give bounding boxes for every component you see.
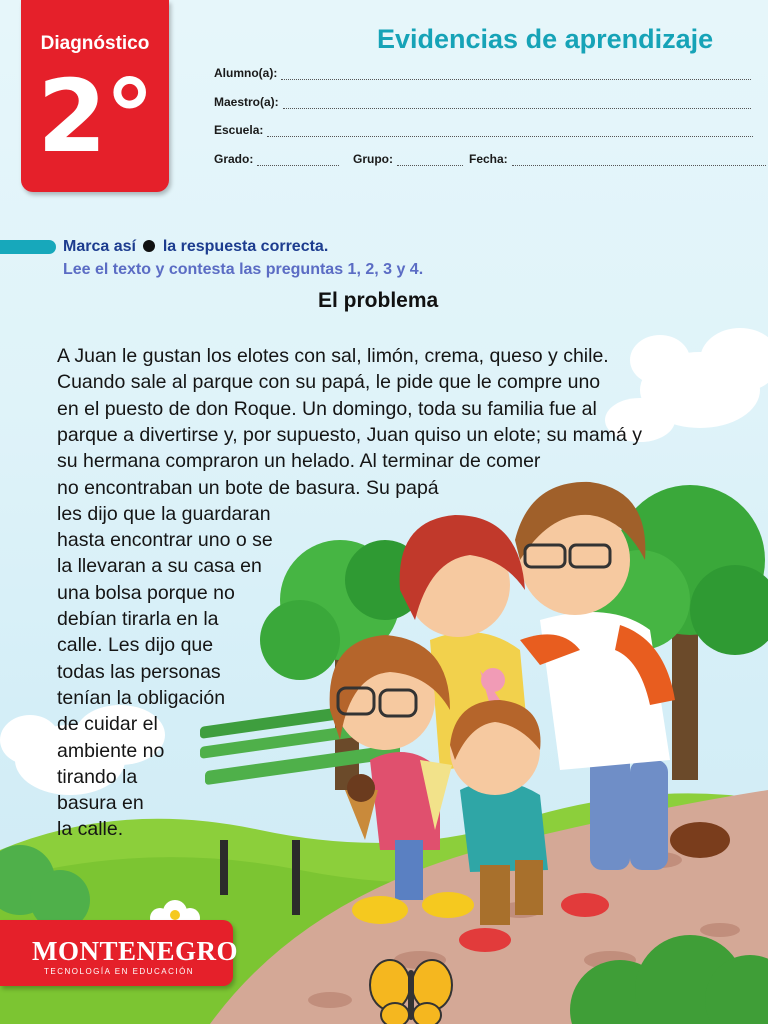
teacher-field[interactable]: [214, 95, 751, 109]
page-title: Evidencias de aprendizaje: [377, 24, 714, 54]
grade-field[interactable]: [214, 152, 339, 166]
story-line: la calle.: [57, 818, 124, 841]
teacher-line[interactable]: [283, 96, 751, 109]
instruction-read: Lee el texto y contesta las preguntas 1, 2, 3 y 4.: [63, 261, 424, 278]
filled-circle-icon: [143, 240, 155, 252]
grade-line[interactable]: [257, 153, 339, 166]
instruction-mark-suffix: la respuesta correcta.: [162, 238, 329, 255]
date-field[interactable]: [469, 152, 766, 166]
story-line: no encontraban un bote de basura. Su papá: [57, 476, 439, 499]
story-line: hasta encontrar uno o se: [57, 529, 273, 552]
story-line: Cuando sale al parque con su papá, le pide que le compre uno: [57, 371, 601, 394]
story-line: debían tirarla en la: [57, 608, 219, 630]
teacher-label: Maestro(a):: [214, 95, 279, 109]
story-line: en el puesto de don Roque. Un domingo, toda su familia fue al: [57, 397, 597, 420]
story-line: una bolsa porque no: [57, 581, 235, 604]
grade-badge: [21, 0, 169, 192]
story-line: ambiente no: [57, 739, 165, 762]
publisher-tagline: TECNOLOGÍA EN EDUCACIÓN: [44, 967, 195, 976]
story-line: basura en: [57, 792, 144, 815]
badge-label: Diagnóstico: [40, 33, 150, 54]
story-line: de cuidar el: [57, 713, 158, 736]
student-line[interactable]: [281, 67, 751, 80]
story-line: su hermana compraron un helado. Al terminar de comer: [57, 450, 541, 473]
school-label: Escuela:: [214, 123, 264, 137]
instruction-mark-prefix: Marca así: [63, 238, 136, 255]
story-line: calle. Les dijo que: [57, 634, 214, 657]
publisher-name: MONTENEGRO: [32, 936, 239, 966]
school-field[interactable]: [214, 123, 753, 137]
group-line[interactable]: [397, 153, 463, 166]
school-line[interactable]: [267, 124, 753, 137]
story-line: parque a divertirse y, por supuesto, Juan quiso un elote; su mamá y: [57, 423, 642, 446]
story-line: tirando la: [57, 765, 138, 788]
instruction-bar: [0, 240, 56, 254]
group-label: Grupo:: [353, 152, 393, 166]
student-label: Alumno(a):: [214, 66, 278, 80]
story-line: les dijo que la guardaran: [57, 502, 271, 525]
date-line[interactable]: [512, 153, 766, 166]
group-field[interactable]: [353, 152, 463, 166]
story-line: tenían la obligación: [57, 686, 226, 709]
story-line: A Juan le gustan los elotes con sal, limón, crema, queso y chile.: [57, 345, 609, 367]
story-line: todas las personas: [57, 660, 221, 683]
badge-grade: 2°: [37, 58, 153, 175]
publisher-logo: [0, 920, 239, 986]
instruction-mark: [63, 238, 328, 256]
story-title: El problema: [318, 289, 439, 312]
story-line: la llevaran a su casa en: [57, 555, 262, 578]
grade-label: Grado:: [214, 152, 254, 166]
date-label: Fecha:: [469, 152, 508, 166]
student-field[interactable]: [214, 66, 751, 80]
